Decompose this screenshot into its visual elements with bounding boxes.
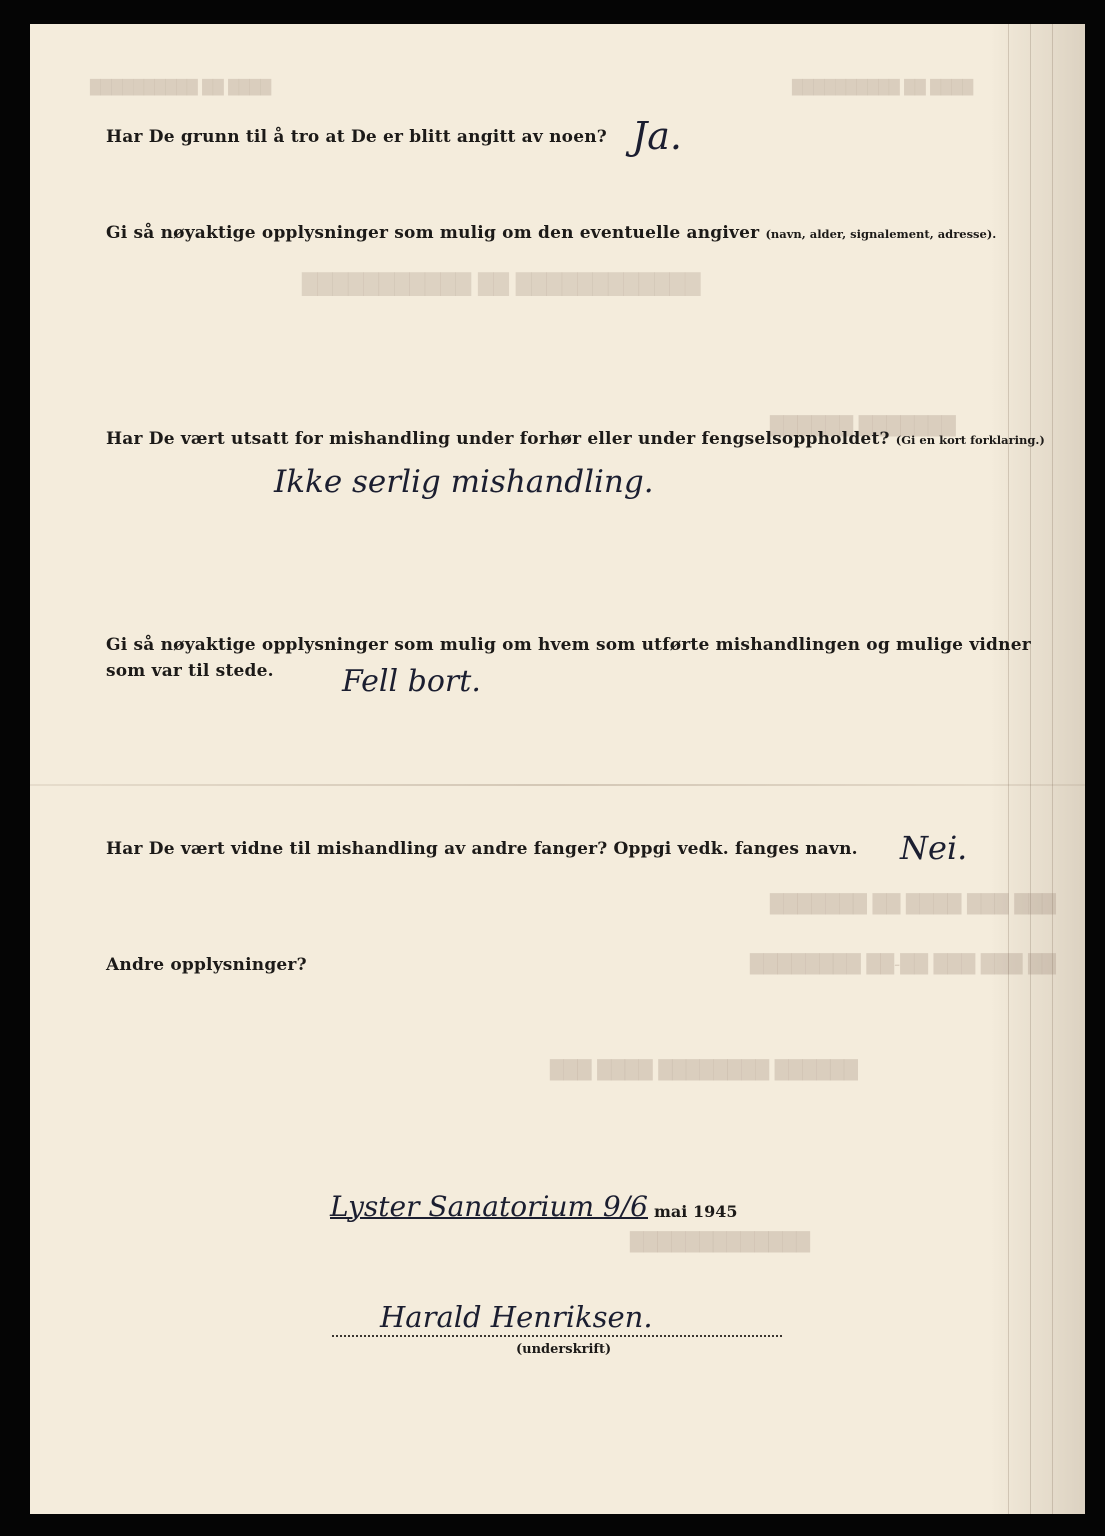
question-utforte-line1: Gi så nøyaktige opplysninger som mulig om hvem som utførte mishandlingen og mulige vidner [106,635,1031,655]
document-page [30,24,1085,1514]
bleed-through: ██████ ███████ [770,416,956,437]
bleed-through: ████████ ██-██ ███ ███ ██ [750,954,1056,975]
question-utforte-line2: som var til stede. [106,661,274,681]
answer-mishandling: Ikke serlig mishandling. [274,464,654,500]
question-angitt: Har De grunn til å tro at De er blitt angitt av noen? [106,127,607,147]
question-angiver [106,223,996,243]
place-handwritten: Lyster Sanatorium 9/6 [330,1190,648,1223]
bleed-through: ███████████ ██ ████████████ [302,272,701,296]
bleed-through: ██████████ ██ ████ [792,80,974,96]
bleed-through: █████████████ [630,1232,810,1253]
paper-edge-line [1008,24,1009,1514]
fold-crease [30,784,1085,786]
question-mishandling [106,429,1045,449]
signature-label: (underskrift) [516,1342,612,1357]
signature: Harald Henriksen. [380,1300,653,1334]
date-printed: mai 1945 [654,1202,738,1221]
paper-edge-line [1030,24,1031,1514]
bleed-through: ███ ████ ████████ ██████ [550,1060,858,1081]
question-angiver-text: Gi så nøyaktige opplysninger som mulig om den eventuelle angiver [106,223,760,243]
signature-line [332,1335,782,1337]
question-andre: Andre opplysninger? [106,955,307,975]
question-mishandling-note: (Gi en kort forklaring.) [895,433,1045,447]
bleed-through: ██████████ ██ ████ [90,80,272,96]
question-mishandling-text: Har De vært utsatt for mishandling under forhør eller under fengselsoppholdet? [106,429,890,449]
answer-vidne: Nei. [900,829,968,867]
question-angiver-note: (navn, alder, signalement, adresse). [765,227,997,241]
paper-edge-line [1052,24,1053,1514]
answer-angitt: Ja. [632,114,682,158]
question-vidne: Har De vært vidne til mishandling av andre fanger? Oppgi vedk. fanges navn. [106,839,858,859]
bleed-through: ███████ ██ ████ ███ ███ [770,894,1056,915]
answer-utforte: Fell bort. [342,664,481,699]
